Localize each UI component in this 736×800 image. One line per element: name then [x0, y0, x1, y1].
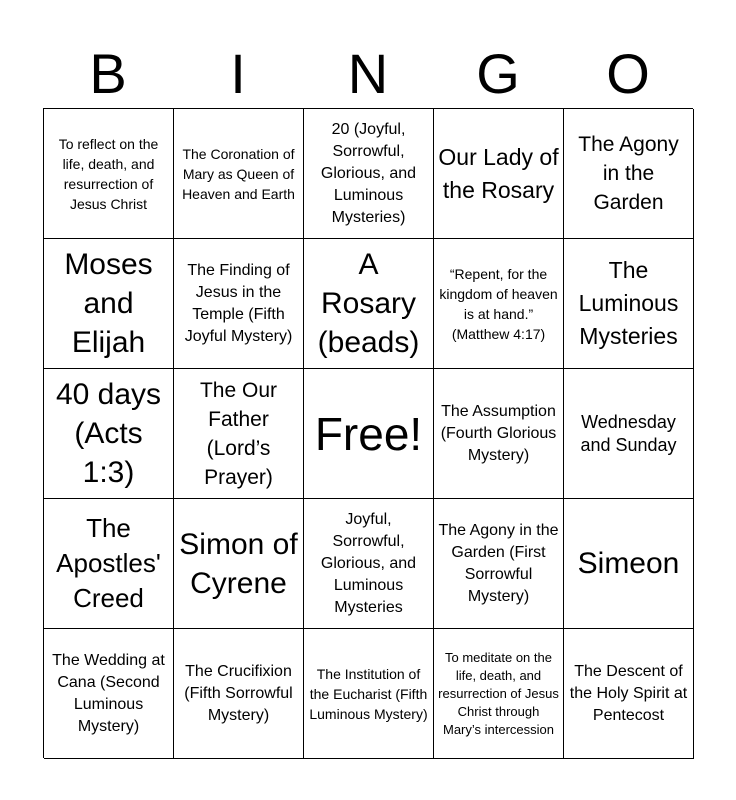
bingo-cell[interactable]: [434, 629, 564, 759]
cell-text: 40 days (Acts 1:3): [55, 378, 162, 489]
header-letter-g: G: [476, 42, 520, 105]
bingo-cell[interactable]: [434, 109, 564, 239]
bingo-cell[interactable]: [44, 629, 174, 759]
cell-text: Our Lady of the Rosary: [438, 143, 559, 203]
bingo-board: [43, 108, 693, 758]
bingo-cell[interactable]: [174, 629, 304, 759]
bingo-cell[interactable]: [304, 109, 434, 239]
bingo-cell[interactable]: [564, 369, 694, 499]
cell-text: The Luminous Mysteries: [578, 257, 679, 349]
header-letter-o: O: [606, 42, 650, 105]
bingo-cell[interactable]: [174, 109, 304, 239]
bingo-cell[interactable]: [304, 499, 434, 629]
bingo-cell[interactable]: [44, 499, 174, 629]
bingo-cell[interactable]: [44, 239, 174, 369]
bingo-cell[interactable]: [434, 499, 564, 629]
bingo-cell[interactable]: [434, 369, 564, 499]
bingo-cell[interactable]: [304, 239, 434, 369]
cell-text: The Our Father (Lord’s Prayer): [199, 378, 278, 489]
bingo-cell[interactable]: [564, 109, 694, 239]
bingo-cell[interactable]: [564, 239, 694, 369]
header-letter-n: N: [347, 42, 389, 105]
cell-text: The Apostles' Creed: [56, 513, 161, 613]
cell-text: The Assumption (Fourth Glorious Mystery): [440, 402, 557, 464]
cell-text: The Coronation of Mary as Queen of Heaven and Earth: [182, 145, 295, 202]
header-letter-i: I: [230, 42, 246, 105]
bingo-cell[interactable]: [304, 629, 434, 759]
bingo-cell[interactable]: [174, 369, 304, 499]
bingo-cell[interactable]: [44, 369, 174, 499]
bingo-cell[interactable]: [564, 629, 694, 759]
cell-text: A Rosary (beads): [317, 248, 420, 359]
cell-text: Wednesday and Sunday: [580, 411, 677, 455]
free-space-text: Free!: [314, 407, 423, 460]
header-letter-b: B: [89, 42, 127, 105]
bingo-cell[interactable]: [44, 109, 174, 239]
cell-text: “Repent, for the kingdom of heaven is at hand.” (Matthew 4:17): [439, 265, 558, 342]
bingo-cell[interactable]: [434, 239, 564, 369]
cell-text: The Crucifixion (Fifth Sorrowful Mystery): [184, 662, 293, 724]
bingo-cell[interactable]: [564, 499, 694, 629]
cell-text: The Institution of the Eucharist (Fifth Luminous Mystery): [309, 665, 428, 722]
bingo-cell[interactable]: [174, 499, 304, 629]
cell-text: The Wedding at Cana (Second Luminous Mystery): [52, 651, 165, 735]
cell-text: Moses and Elijah: [64, 248, 153, 359]
cell-text: Simon of Cyrene: [179, 527, 298, 600]
cell-text: The Descent of the Holy Spirit at Pentecost: [569, 662, 688, 724]
cell-text: The Agony in the Garden (First Sorrowful Mystery): [438, 521, 559, 605]
cell-text: To reflect on the life, death, and resurrection of Jesus Christ: [58, 135, 159, 212]
bingo-header: [43, 40, 693, 108]
cell-text: To meditate on the life, death, and resurrection of Jesus Christ through Mary’s intercession: [438, 649, 559, 737]
cell-text: Joyful, Sorrowful, Glorious, and Luminous Mysteries: [320, 510, 417, 616]
cell-text: 20 (Joyful, Sorrowful, Glorious, and Luminous Mysteries): [320, 120, 417, 226]
bingo-cell[interactable]: [174, 239, 304, 369]
free-space-cell[interactable]: [304, 369, 434, 499]
cell-text: The Agony in the Garden: [578, 133, 679, 214]
cell-text: The Finding of Jesus in the Temple (Fifth Joyful Mystery): [184, 261, 293, 345]
cell-text: Simeon: [577, 547, 680, 580]
